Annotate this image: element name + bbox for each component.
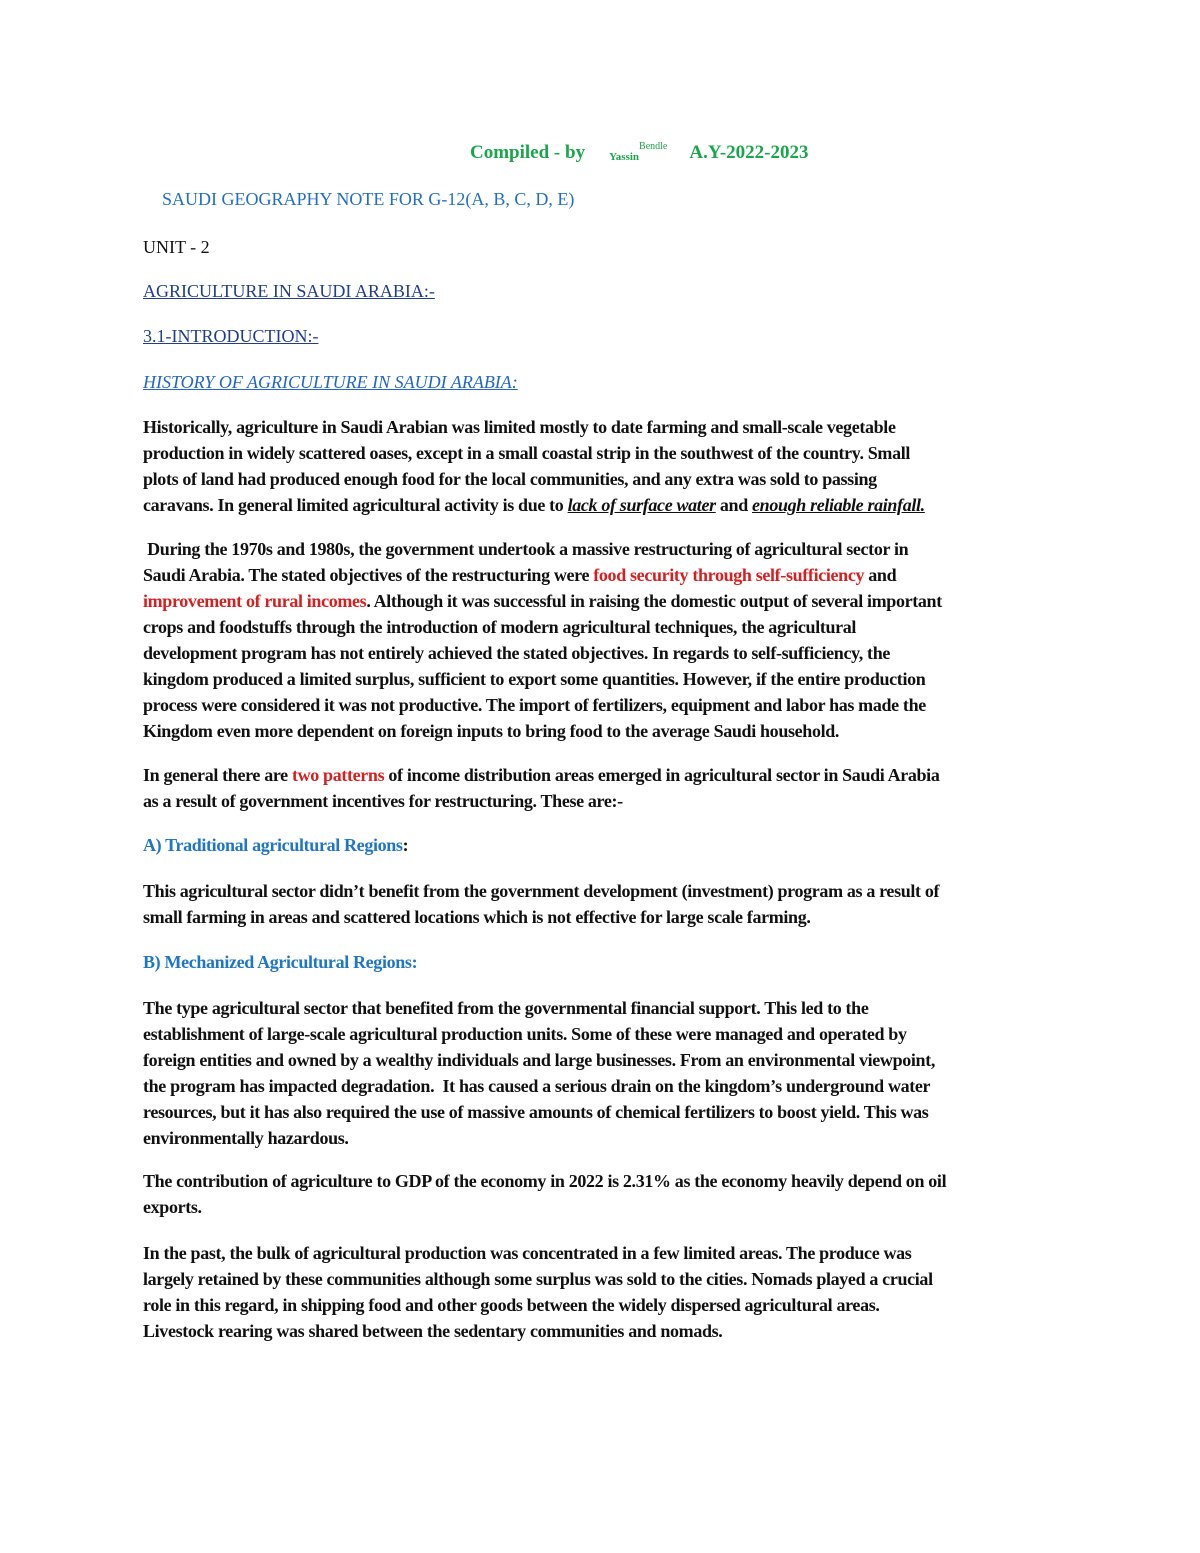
document-title: SAUDI GEOGRAPHY NOTE FOR G-12(A, B, C, D, E) [162,189,575,209]
paragraph-line: environmentally hazardous. [143,1128,349,1148]
highlight-food-security: food security through self-sufficiency [593,565,865,585]
paragraph-patterns [143,762,1063,814]
paragraph-line: kingdom produced a limited surplus, sufficient to export some quantities. However, if the entire production [143,669,926,689]
paragraph-line [143,562,1063,588]
compiled-by-label: Compiled - by [470,142,586,163]
paragraph-line: exports. [143,1197,202,1217]
paragraph-line: The type agricultural sector that benefited from the governmental financial support. This led to the [143,998,869,1018]
paragraph-line: The contribution of agriculture to GDP of the economy in 2022 is 2.31% as the economy heavily depend on oil [143,1171,947,1191]
heading-agriculture: AGRICULTURE IN SAUDI ARABIA:- [143,281,435,301]
highlight-rural-incomes: improvement of rural incomes [143,591,367,611]
paragraph-restructuring [143,536,1063,744]
text-run: of income distribution areas emerged in agricultural sector in Saudi Arabia [384,765,940,785]
text-run: caravans. In general limited agricultural activity is due to [143,495,568,515]
paragraph-line: role in this regard, in shipping food and other goods between the widely dispersed agricultural areas. [143,1295,880,1315]
paragraph-line: largely retained by these communities although some surplus was sold to the cities. Nomads played a crucial [143,1269,933,1289]
highlight-two-patterns: two patterns [291,765,385,785]
emphasis-rainfall: enough reliable rainfall. [752,495,925,515]
paragraph-line [143,588,1063,614]
paragraph-line: as a result of government incentives for restructuring. These are:- [143,791,623,811]
paragraph-line: development program has not entirely achieved the stated objectives. In regards to self-sufficiency, the [143,643,891,663]
paragraph-line: the program has impacted degradation. It has caused a serious drain on the kingdom’s underground water [143,1076,931,1096]
text-run: and [864,565,897,585]
subheading-label: A) Traditional agricultural Regions [143,835,403,855]
unit-label: UNIT - 2 [143,237,210,257]
paragraph-line: process were considered it was not productive. The import of fertilizers, equipment and labor has made the [143,695,926,715]
subheading-traditional [143,832,408,858]
paragraph-past [143,1240,1063,1344]
paragraph-line: crops and foodstuffs through the introduction of modern agricultural techniques, the agricultural [143,617,857,637]
paragraph-line [143,492,1063,518]
text-run: . Although it was successful in raising the domestic output of several important [366,591,942,611]
paragraph-line: establishment of large-scale agricultural production units. Some of these were managed and operated by [143,1024,907,1044]
paragraph-line: small farming in areas and scattered locations which is not effective for large scale farming. [143,907,811,927]
text-run: and [715,495,753,515]
paragraph-line: In the past, the bulk of agricultural production was concentrated in a few limited areas. The produce was [143,1243,912,1263]
text-run: Saudi Arabia. The stated objectives of the restructuring were [143,565,594,585]
paragraph-gdp [143,1168,1063,1220]
paragraph-line: production in widely scattered oases, except in a small coastal strip in the southwest of the country. Small [143,443,911,463]
author-first-name: Yassin [609,151,640,163]
paragraph-line [143,762,1063,788]
paragraph-line: plots of land had produced enough food for the local communities, and any extra was sold to passing [143,469,877,489]
emphasis-surface-water: lack of surface water [567,495,716,515]
paragraph-mechanized [143,995,1063,1151]
paragraph-line: Historically, agriculture in Saudi Arabian was limited mostly to date farming and small-scale vegetable [143,417,896,437]
subheading-mechanized: B) Mechanized Agricultural Regions: [143,952,418,972]
paragraph-traditional [143,878,1063,930]
paragraph-line: This agricultural sector didn’t benefit from the government development (investment) program as a result of [143,881,940,901]
text-run: In general there are [143,765,292,785]
subheading-colon: : [402,835,409,855]
heading-history: HISTORY OF AGRICULTURE IN SAUDI ARABIA: [143,372,518,392]
paragraph-line: During the 1970s and 1980s, the government undertook a massive restructuring of agricultural sector in [143,539,909,559]
author-last-name: Bendle [639,141,668,152]
paragraph-history [143,414,1063,518]
academic-year: A.Y-2022-2023 [689,142,809,163]
paragraph-line: Livestock rearing was shared between the sedentary communities and nomads. [143,1321,723,1341]
paragraph-line: resources, but it has also required the use of massive amounts of chemical fertilizers to boost yield. This was [143,1102,929,1122]
paragraph-line: foreign entities and owned by a wealthy individuals and large businesses. From an environmental viewpoint, [143,1050,935,1070]
heading-introduction: 3.1-INTRODUCTION:- [143,326,319,346]
paragraph-line: Kingdom even more dependent on foreign inputs to bring food to the average Saudi household. [143,721,840,741]
compiled-by-header [470,140,808,169]
